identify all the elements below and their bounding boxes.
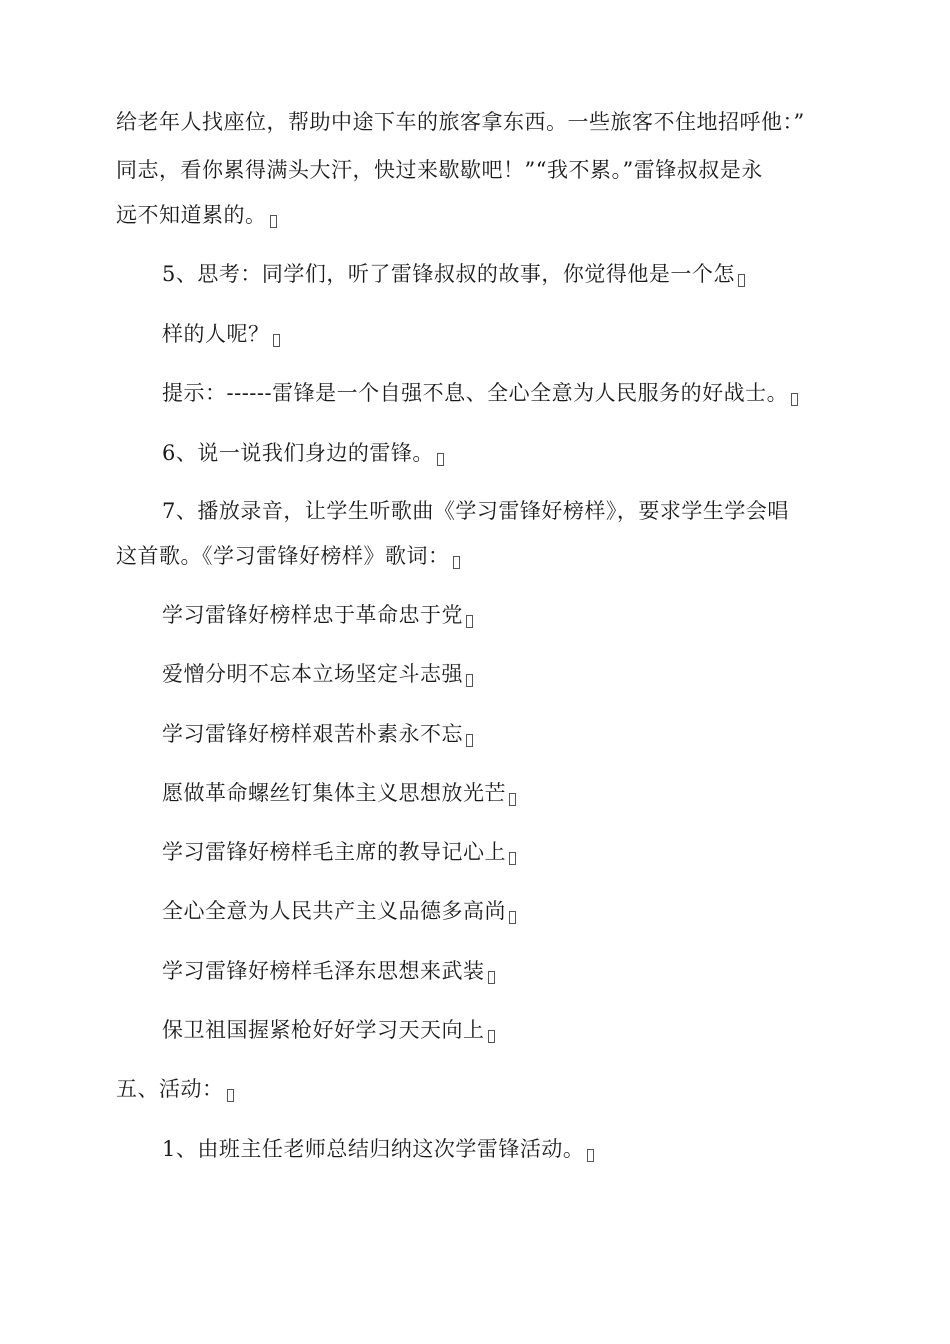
lyric-line: 学习雷锋好榜样艰苦朴素永不忘 xyxy=(162,720,473,748)
text-line: 同志，看你累得满头大汗，快过来歇歇吧！”“我不累。”雷锋叔叔是永 xyxy=(116,158,763,182)
lyric-line: 保卫祖国握紧枪好好学习天天向上 xyxy=(162,1016,495,1044)
text-line: 远不知道累的。 xyxy=(116,201,277,229)
paragraph-mark-icon xyxy=(273,334,280,347)
lyric-line: 爱憎分明不忘本立场坚定斗志强 xyxy=(162,660,473,688)
paragraph-mark-icon xyxy=(587,1149,594,1162)
text-line: 6、说一说我们身边的雷锋。 xyxy=(162,439,444,467)
lyric-line: 学习雷锋好榜样毛泽东思想来武装 xyxy=(162,957,495,985)
text-line: 7、播放录音，让学生听歌曲《学习雷锋好榜样》，要求学生学会唱 xyxy=(162,499,789,523)
text-line: 这首歌。《学习雷锋好榜样》歌词： xyxy=(116,542,460,570)
paragraph-mark-icon xyxy=(466,615,473,628)
text-line: 5、思考：同学们，听了雷锋叔叔的故事，你觉得他是一个怎 xyxy=(162,260,745,288)
lyric-line: 学习雷锋好榜样毛主席的教导记心上 xyxy=(162,838,516,866)
paragraph-mark-icon xyxy=(437,453,444,466)
paragraph-mark-icon xyxy=(791,393,798,406)
paragraph-mark-icon xyxy=(453,556,460,569)
paragraph-mark-icon xyxy=(466,674,473,687)
paragraph-mark-icon xyxy=(509,911,516,924)
section-heading: 五、活动： xyxy=(116,1075,234,1103)
lyric-line: 愿做革命螺丝钉集体主义思想放光芒 xyxy=(162,779,516,807)
paragraph-mark-icon xyxy=(227,1089,234,1102)
paragraph-mark-icon xyxy=(488,971,495,984)
paragraph-mark-icon xyxy=(488,1030,495,1043)
text-line: 1、由班主任老师总结归纳这次学雷锋活动。 xyxy=(162,1135,594,1163)
paragraph-mark-icon xyxy=(509,852,516,865)
paragraph-mark-icon xyxy=(509,793,516,806)
text-line: 提示：------雷锋是一个自强不息、全心全意为人民服务的好战士。 xyxy=(162,379,798,407)
paragraph-mark-icon xyxy=(738,274,745,287)
lyric-line: 全心全意为人民共产主义品德多高尚 xyxy=(162,897,516,925)
text-line: 样的人呢？ xyxy=(162,320,280,348)
paragraph-mark-icon xyxy=(466,734,473,747)
text-line: 给老年人找座位，帮助中途下车的旅客拿东西。一些旅客不住地招呼他：” xyxy=(116,110,805,134)
paragraph-mark-icon xyxy=(270,215,277,228)
lyric-line: 学习雷锋好榜样忠于革命忠于党 xyxy=(162,601,473,629)
